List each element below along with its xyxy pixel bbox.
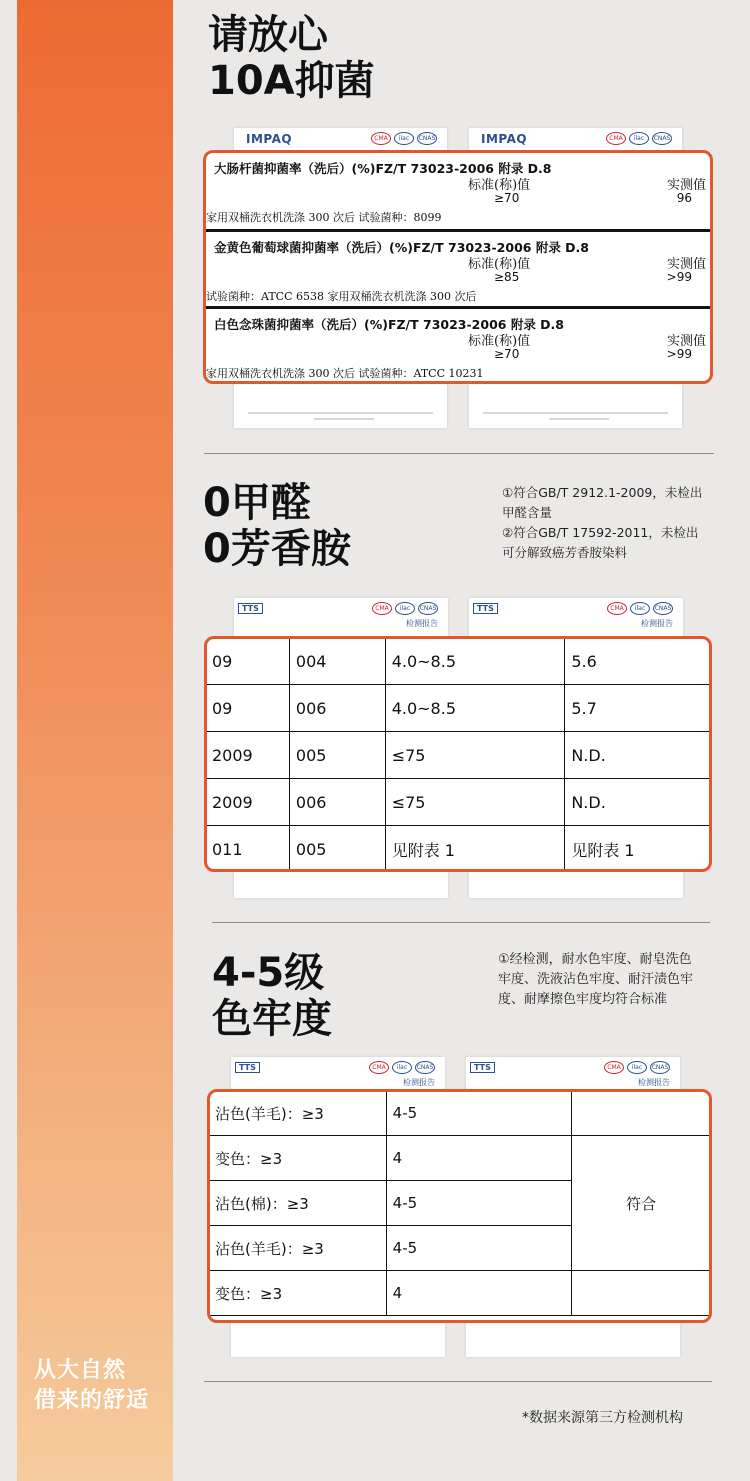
table-row [209, 1091, 711, 1136]
tts-logo: TTS [235, 1062, 260, 1073]
note-line: 牢度、洗液沾色牢度、耐汗渍色牢 [498, 972, 694, 987]
std-value: ≥85 [494, 270, 520, 284]
table-cell: 4-5 [386, 1181, 572, 1226]
table-cell: 沾色(羊毛)：≥3 [209, 1091, 387, 1136]
cert-seals: CMA ilac CNAS [372, 602, 438, 615]
table-cell: 见附表 1 [385, 826, 565, 873]
table-cell: 09 [206, 685, 290, 732]
tagline-line2: 借来的舒适 [34, 1388, 150, 1413]
std-value: ≥70 [494, 191, 520, 205]
table-cell: ≤75 [385, 779, 565, 826]
tts-logo: TTS [473, 603, 498, 614]
actual-value: 96 [676, 191, 692, 205]
section2-note [502, 483, 702, 563]
table-cell: 4 [386, 1271, 572, 1316]
actual-value: >99 [666, 270, 692, 284]
table-cell: N.D. [565, 779, 711, 826]
results-table [205, 637, 711, 872]
note-line: ①经检测，耐水色牢度、耐皂洗色 [498, 952, 692, 967]
std-label: 标准(称)值 [468, 257, 531, 272]
divider [212, 922, 710, 923]
table-cell: 5.7 [565, 685, 711, 732]
table-row [206, 826, 711, 873]
note-line: 度、耐摩擦色牢度均符合标准 [498, 992, 668, 1007]
section3-title-line2: 色牢度 [212, 996, 332, 1042]
table-cell: 004 [289, 638, 385, 685]
table-cell: N.D. [565, 732, 711, 779]
actual-label: 实测值 [666, 334, 706, 349]
table-cell: ≤75 [385, 732, 565, 779]
table-row [209, 1136, 711, 1181]
results-table [208, 1090, 711, 1316]
note-line: ②符合GB/T 17592-2011，未检出 [502, 525, 699, 540]
formaldehyde-results-box [204, 636, 712, 872]
section2-title-line2: 0芳香胺 [203, 526, 351, 572]
report-label: 检测报告 [641, 619, 673, 628]
result-title: 大肠杆菌抑菌率（洗后）(%)FZ/T 73023-2006 附录 D.8 [214, 161, 552, 176]
table-cell: 2009 [206, 779, 290, 826]
cert-seals: CMA ilac CNAS [371, 132, 437, 145]
section1-title-line1: 请放心 [208, 12, 328, 58]
actual-label: 实测值 [666, 257, 706, 272]
report-label: 检测报告 [638, 1078, 670, 1087]
report-label: 检测报告 [403, 1078, 435, 1087]
test-condition: 家用双桶洗衣机洗涤 300 次后 试验菌种：ATCC 10231 [206, 367, 484, 380]
std-label: 标准(称)值 [468, 178, 531, 193]
result-title: 金黄色葡萄球菌抑菌率（洗后）(%)FZ/T 73023-2006 附录 D.8 [214, 240, 589, 255]
table-cell: 4.0~8.5 [385, 685, 565, 732]
test-condition: 家用双桶洗衣机洗涤 300 次后 试验菌种：8099 [206, 211, 442, 224]
table-cell: 006 [289, 779, 385, 826]
table-cell: 4 [386, 1136, 572, 1181]
cert-seals: CMA ilac CNAS [607, 602, 673, 615]
tagline [34, 1356, 149, 1416]
section2-title [203, 480, 351, 572]
table-cell: 沾色(棉)：≥3 [209, 1181, 387, 1226]
table-cell: 见附表 1 [565, 826, 711, 873]
section1-title-line2: 10A抑菌 [208, 58, 375, 104]
actual-value: >99 [666, 347, 692, 361]
table-cell: 005 [289, 826, 385, 873]
table-row [206, 779, 711, 826]
table-cell: 2009 [206, 732, 290, 779]
tagline-line1: 从大自然 [34, 1358, 127, 1383]
divider [204, 453, 714, 454]
table-row [206, 685, 711, 732]
cert-seals: CMA ilac CNAS [606, 132, 672, 145]
table-row [209, 1271, 711, 1316]
tts-logo: TTS [238, 603, 263, 614]
data-source-note: *数据来源第三方检测机构 [522, 1410, 683, 1426]
note-line: 甲醛含量 [502, 505, 553, 520]
orange-side-strip [17, 0, 173, 1481]
verdict-cell: 符合 [572, 1136, 711, 1271]
std-value: ≥70 [494, 347, 520, 361]
report-label: 检测报告 [406, 619, 438, 628]
table-cell: 4.0~8.5 [385, 638, 565, 685]
colorfastness-results-box [207, 1089, 712, 1323]
divider [204, 1381, 712, 1382]
result-row [206, 232, 710, 306]
table-cell: 5.6 [565, 638, 711, 685]
table-row [206, 638, 711, 685]
cert-seals: CMA ilac CNAS [604, 1061, 670, 1074]
test-condition: 试验菌种：ATCC 6538 家用双桶洗衣机洗涤 300 次后 [206, 290, 477, 303]
table-cell: 4-5 [386, 1226, 572, 1271]
table-cell: 变色：≥3 [209, 1271, 387, 1316]
table-row [206, 732, 711, 779]
actual-label: 实测值 [666, 178, 706, 193]
table-cell: 006 [289, 685, 385, 732]
std-label: 标准(称)值 [468, 334, 531, 349]
section1-title [208, 12, 375, 104]
result-row [206, 309, 710, 381]
result-row [206, 153, 710, 229]
table-cell: 09 [206, 638, 290, 685]
report-logo: IMPAQ [481, 132, 528, 146]
table-cell [572, 1091, 711, 1136]
tts-logo: TTS [470, 1062, 495, 1073]
report-logo: IMPAQ [246, 132, 293, 146]
cert-seals: CMA ilac CNAS [369, 1061, 435, 1074]
section3-title [212, 950, 332, 1042]
table-cell: 4-5 [386, 1091, 572, 1136]
table-cell: 沾色(羊毛)：≥3 [209, 1226, 387, 1271]
section3-title-line1: 4-5级 [212, 950, 325, 996]
note-line: ①符合GB/T 2912.1-2009，未检出 [502, 485, 703, 500]
section2-title-line1: 0甲醛 [203, 480, 311, 526]
section3-note [498, 950, 693, 1010]
result-title: 白色念珠菌抑菌率（洗后）(%)FZ/T 73023-2006 附录 D.8 [214, 317, 564, 332]
table-cell: 变色：≥3 [209, 1136, 387, 1181]
note-line: 可分解致癌芳香胺染料 [502, 545, 628, 560]
antibacterial-results-box [203, 150, 713, 384]
table-cell: 011 [206, 826, 290, 873]
table-cell: 005 [289, 732, 385, 779]
table-cell [572, 1271, 711, 1316]
